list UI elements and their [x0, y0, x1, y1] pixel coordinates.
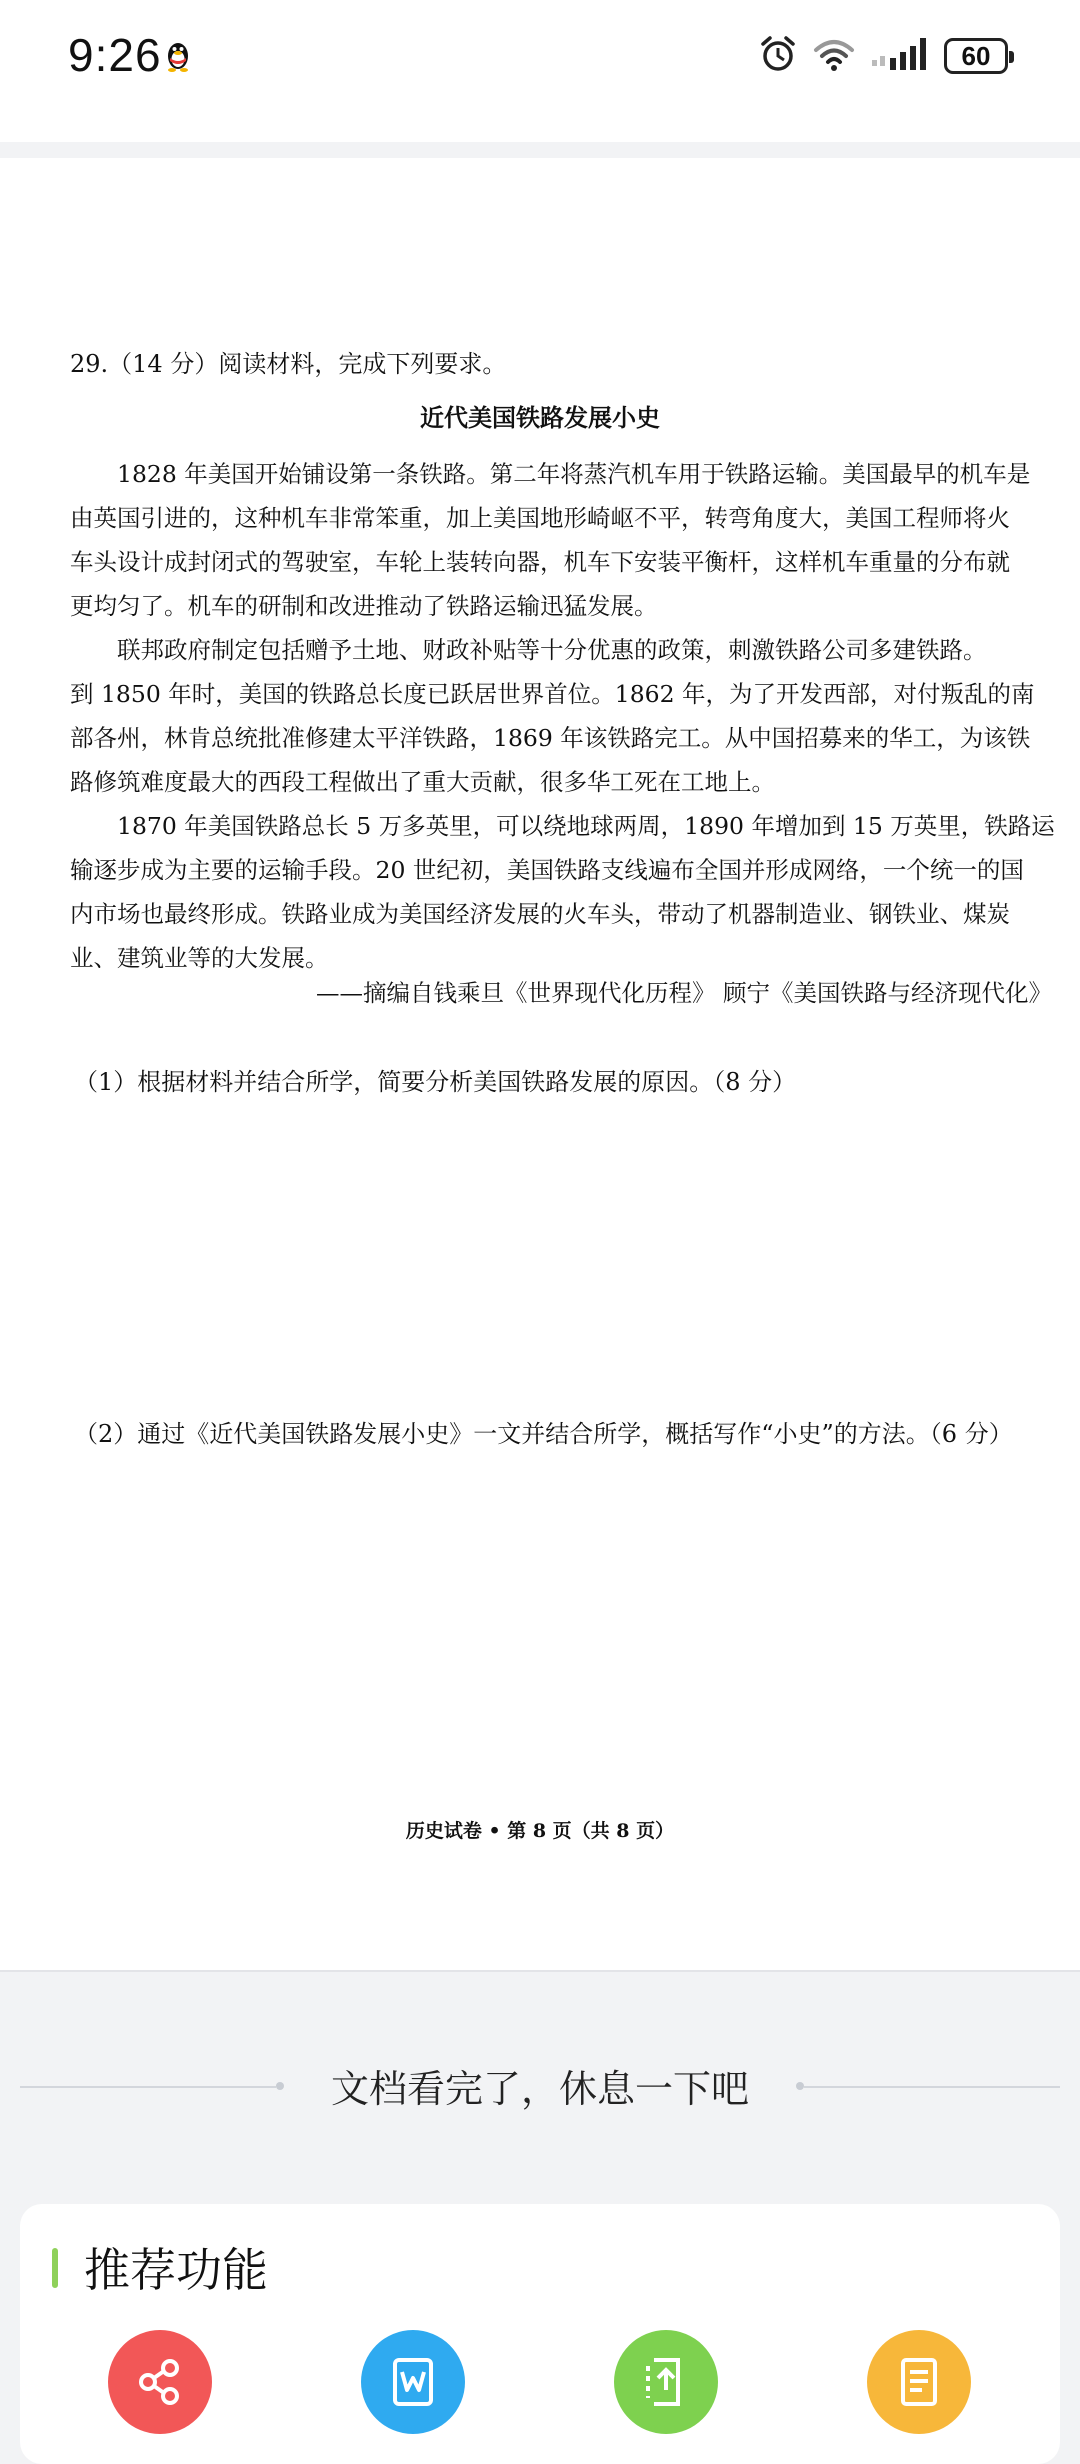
paragraph-line: 内市场也最终形成。铁路业成为美国经济发展的火车头，带动了机器制造业、钢铁业、煤炭 [70, 900, 1010, 928]
material-source: ——摘编自钱乘旦《世界现代化历程》 顾宁《美国铁路与经济现代化》 [316, 979, 1052, 1007]
document-page[interactable] [0, 158, 1080, 1972]
sub-question-2: （2）通过《近代美国铁路发展小史》一文并结合所学，概括写作“小史”的方法。（6 分） [74, 1420, 1013, 1448]
material-paragraph-1 [70, 452, 1052, 628]
paragraph-line: 业、建筑业等的大发展。 [70, 944, 329, 972]
paragraph-line: 输逐步成为主要的运输手段。20 世纪初，美国铁路支线遍布全国并形成网络，一个统一的国 [70, 856, 1024, 884]
paragraph-line: 车头设计成封闭式的驾驶室，车轮上装转向器，机车下安装平衡杆，这样机车重量的分布就 [70, 548, 1010, 576]
question-header: 29.（14 分）阅读材料，完成下列要求。 [70, 350, 507, 378]
word-convert-icon [385, 2354, 441, 2410]
end-message: 文档看完了，休息一下吧 [330, 2067, 749, 2111]
page-footer: 历史试卷 • 第 8 页（共 8 页） [405, 1820, 675, 1842]
divider-right [804, 2086, 1060, 2088]
signal-icon [870, 34, 930, 78]
status-time: 9:26 [68, 29, 162, 81]
divider-dot [796, 2082, 804, 2090]
material-title: 近代美国铁路发展小史 [420, 403, 660, 432]
share-icon [132, 2354, 188, 2410]
title-accent-bar [52, 2248, 58, 2288]
paragraph-line: 由英国引进的，这种机车非常笨重，加上美国地形崎岖不平，转弯角度大，美国工程师将火 [70, 504, 1010, 532]
recommend-title: 推荐功能 [84, 2243, 268, 2297]
end-of-document-banner [0, 2036, 1080, 2136]
convert-to-word-button[interactable] [361, 2330, 465, 2434]
document-icon [891, 2354, 947, 2410]
status-bar [0, 0, 1080, 142]
paragraph-line: 路修筑难度最大的西段工程做出了重大贡献，很多华工死在工地上。 [70, 768, 775, 796]
extract-icon [638, 2354, 694, 2410]
paragraph-line: 联邦政府制定包括赠予土地、财政补贴等十分优惠的政策，刺激铁路公司多建铁路。 [70, 636, 987, 664]
paragraph-line: 更均匀了。机车的研制和改进推动了铁路运输迅猛发展。 [70, 592, 658, 620]
paragraph-line: 1828 年美国开始铺设第一条铁路。第二年将蒸汽机车用于铁路运输。美国最早的机车是 [70, 460, 1031, 488]
share-button[interactable] [108, 2330, 212, 2434]
document-tools-button[interactable] [867, 2330, 971, 2434]
sub-question-1: （1）根据材料并结合所学，简要分析美国铁路发展的原因。（8 分） [74, 1068, 797, 1096]
wifi-icon [812, 34, 856, 78]
recommend-card [20, 2204, 1060, 2464]
alarm-icon [758, 34, 798, 78]
qq-penguin-icon [162, 38, 194, 72]
status-icons [758, 34, 1008, 78]
extract-pages-button[interactable] [614, 2330, 718, 2434]
paragraph-line: 1870 年美国铁路总长 5 万多英里，可以绕地球两周，1890 年增加到 15 万英里，铁路运 [70, 812, 1055, 840]
material-paragraph-3 [70, 804, 1055, 980]
battery-icon [944, 38, 1008, 74]
battery-level: 60 [961, 40, 991, 71]
material-paragraph-2 [70, 628, 1052, 804]
paragraph-line: 部各州，林肯总统批准修建太平洋铁路，1869 年该铁路完工。从中国招募来的华工，为该铁 [70, 724, 1031, 752]
paragraph-line: 到 1850 年时，美国的铁路总长度已跃居世界首位。1862 年，为了开发西部，对付叛乱的南 [70, 680, 1035, 708]
